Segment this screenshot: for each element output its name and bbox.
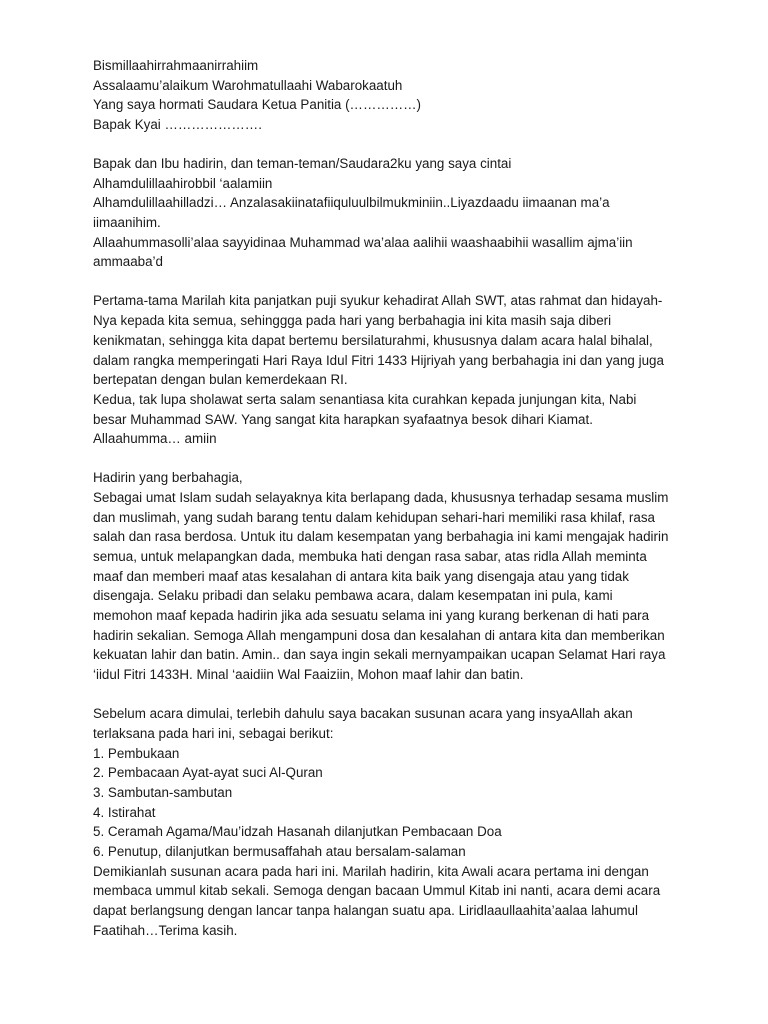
agenda-intro-line: Sebelum acara dimulai, terlebih dahulu saya bacakan susunan acara yang insyaAllah akan (93, 706, 633, 722)
paragraph-gap (93, 135, 693, 154)
agenda-section (93, 704, 693, 940)
salam-line: Assalaamu’alaikum Warohmatullaahi Wabarokaatuh (93, 77, 403, 93)
agenda-item: 3. Sambutan-sambutan (93, 784, 233, 800)
forgiveness-line: Hadirin yang berbahagia, (93, 470, 243, 486)
forgiveness-line: disengaja. Selaku pribadi dan selaku pembawa acara, dalam kesempatan ini pula, kami (93, 588, 613, 604)
greeting-line: Allaahummasolli’alaa sayyidinaa Muhammad wa’alaa aalihii waashaabihii wasallim ajma’iin (93, 234, 633, 250)
praise-paragraph (93, 291, 693, 449)
closing-line: membaca ummul kitab sekali. Semoga dengan bacaan Ummul Kitab ini nanti, acara demi acara (93, 883, 661, 899)
praise-line: besar Muhammad SAW. Yang sangat kita harapkan syafaatnya besok dihari Kiamat. (93, 411, 593, 427)
agenda-item: 2. Pembacaan Ayat-ayat suci Al-Quran (93, 765, 323, 781)
praise-line: Nya kepada kita semua, sehinggga pada hari yang berbahagia ini kita masih saja diberi (93, 313, 612, 329)
paragraph-gap (93, 685, 693, 704)
praise-line: Pertama-tama Marilah kita panjatkan puji syukur kehadirat Allah SWT, atas rahmat dan hidayah- (93, 293, 663, 309)
forgiveness-paragraph (93, 468, 693, 685)
greeting-line: Alhamdulillaahirobbil ‘aalamiin (93, 175, 273, 191)
ketua-panitia-line: Yang saya hormati Saudara Ketua Panitia (……………) (93, 97, 421, 113)
agenda-item: 1. Pembukaan (93, 745, 180, 761)
forgiveness-line: semua, untuk melapangkan dada, membuka hati dengan rasa sabar, atas ridla Allah meminta (93, 549, 647, 565)
agenda-intro-line: terlaksana pada hari ini, sebagai berikut: (93, 725, 334, 741)
forgiveness-line: salah dan rasa berdosa. Untuk itu dalam kesempatan yang berbahagia ini kami mengajak hadirin (93, 529, 669, 545)
closing-line: Demikianlah susunan acara pada hari ini. Marilah hadirin, kita Awali acara pertama ini dengan (93, 863, 649, 879)
bismillah-line: Bismillaahirrahmaanirrahiim (93, 58, 259, 73)
forgiveness-line: kekuatan lahir dan batin. Amin.. dan saya ingin sekali mernyampaikan ucapan Selamat Hari raya (93, 647, 666, 663)
praise-line: kenikmatan, sehingga kita dapat bertemu bersilaturahmi, khususnya dalam acara halal bihalal, (93, 332, 653, 348)
forgiveness-line: hadirin sekalian. Semoga Allah mengampuni dosa dan kesalahan di antara kita dan memberikan (93, 627, 665, 643)
greeting-line: Bapak dan Ibu hadirin, dan teman-teman/Saudara2ku yang saya cintai (93, 156, 512, 172)
forgiveness-line: ‘iidul Fitri 1433H. Minal ‘aaidiin Wal Faaiziin, Mohon maaf lahir dan batin. (93, 667, 524, 683)
paragraph-gap (93, 449, 693, 468)
praise-line: Kedua, tak lupa sholawat serta salam senantiasa kita curahkan kepada junjungan kita, Nabi (93, 391, 637, 407)
agenda-item: 5. Ceramah Agama/Mau’idzah Hasanah dilanjutkan Pembacaan Doa (93, 824, 502, 840)
paragraph-gap (93, 272, 693, 291)
greeting-section (93, 154, 693, 272)
bapak-kyai-line: Bapak Kyai …………………. (93, 117, 262, 133)
closing-line: Faatihah…Terima kasih. (93, 922, 238, 938)
forgiveness-line: Sebagai umat Islam sudah selayaknya kita berlapang dada, khususnya terhadap sesama muslim (93, 489, 669, 505)
forgiveness-line: memohon maaf kepada hadirin jika ada sesuatu selama ini yang kurang berkenan di hati para (93, 608, 650, 624)
greeting-line: Alhamdulillaahilladzi… Anzalasakiinatafiiquluulbilmukminiin..Liyazdaadu iimaanan ma’a (93, 195, 610, 211)
agenda-item: 6. Penutup, dilanjutkan bermusaffahah atau bersalam-salaman (93, 843, 466, 859)
forgiveness-line: dan muslimah, yang sudah barang tentu dalam kehidupan sehari-hari memiliki rasa khilaf, rasa (93, 509, 655, 525)
praise-line: Allaahumma… amiin (93, 431, 217, 447)
greeting-line: iimaanihim. (93, 215, 161, 231)
document-page (93, 56, 693, 940)
opening-section (93, 56, 693, 135)
closing-line: dapat berlangsung dengan lancar tanpa halangan suatu apa. Liridlaaullaahita’aalaa lahumul (93, 903, 638, 918)
greeting-line: ammaaba’d (93, 254, 163, 270)
forgiveness-line: maaf dan memberi maaf atas kesalahan di antara kita baik yang disengaja atau yang tidak (93, 568, 629, 584)
praise-line: bertepatan dengan bulan kemerdekaan RI. (93, 372, 348, 388)
agenda-item: 4. Istirahat (93, 804, 156, 820)
praise-line: dalam rangka memperingati Hari Raya Idul Fitri 1433 Hijriyah yang berbahagia ini dan yang juga (93, 352, 664, 368)
